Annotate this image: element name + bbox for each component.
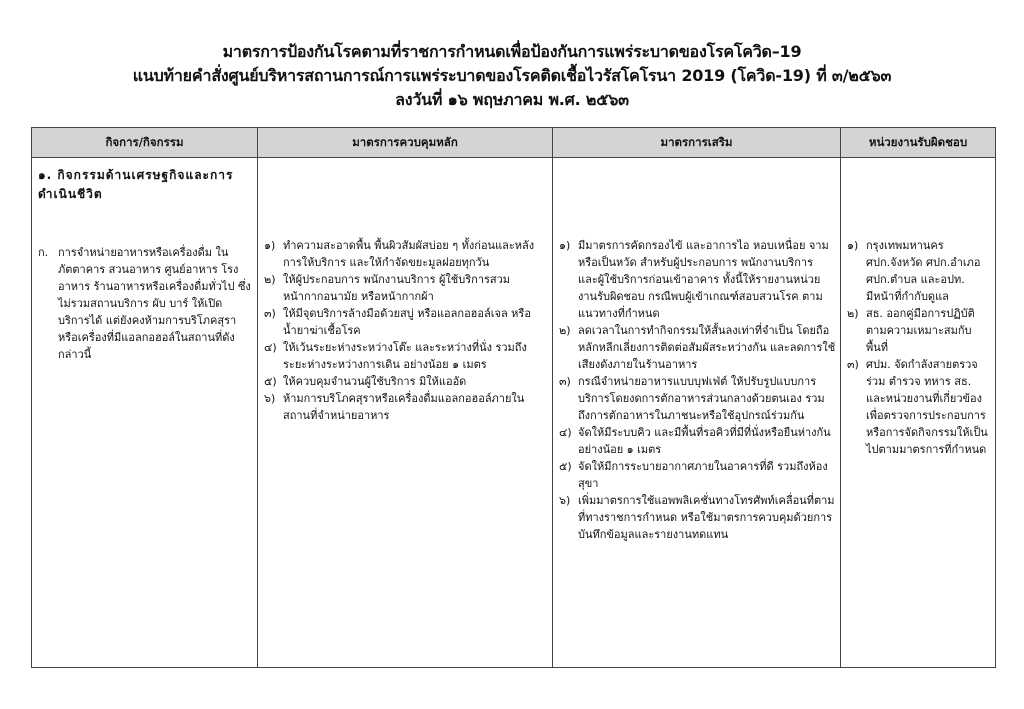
table-row (32, 158, 996, 668)
item-text: ให้เว้นระยะห่างระหว่างโต๊ะ และระหว่างที่นั่ง รวมถึงระยะห่างระหว่างการเดิน อย่างน้อย ๑ เมตร (283, 341, 527, 371)
title-line-1: มาตรการป้องกันโรคตามที่ราชการกำหนดเพื่อป้องกันการแพร่ระบาดของโรคโควิด–19 (222, 42, 802, 61)
activity-item-text: การจำหน่ายอาหารหรือเครื่องดื่ม ในภัตตาคาร สวนอาหาร ศูนย์อาหาร โรงอาหาร ร้านอาหารหรือเครื่องดื่มทั่วไป ซึ่งไม่รวมสถานบริการ ผับ บาร์ ให้เปิดบริการได้ แต่ยังคงห้ามการบริโภคสุราหรือเครื่องที่มีแอลกอฮอล์ในสถานที่ดังกล่าวนี้ (58, 246, 251, 361)
item-text: กรุงเทพมหานคร ศปก.จังหวัด ศปก.อำเภอ ศปก.ตำบล และอปท. มีหน้าที่กำกับดูแล (866, 239, 981, 303)
list-item (559, 373, 836, 424)
document-title (0, 40, 1024, 112)
measures-table (31, 127, 996, 668)
item-text: จัดให้มีการระบายอากาศภายในอาคารที่ดี รวมถึงห้องสุขา (578, 460, 828, 490)
header-activity: กิจการ/กิจกรรม (32, 128, 258, 158)
item-text: ให้มีจุดบริการล้างมือด้วยสบู่ หรือแอลกอฮอล์เจล หรือน้ำยาฆ่าเชื้อโรค (283, 307, 531, 337)
header-main-measures: มาตรการควบคุมหลัก (258, 128, 553, 158)
item-text: ห้ามการบริโภคสุราหรือเครื่องดื่มแอลกอฮอล์ภายในสถานที่จำหน่ายอาหาร (283, 392, 525, 422)
main-measures-cell (258, 158, 553, 668)
title-line-2: แนบท้ายคำสั่งศูนย์บริหารสถานการณ์การแพร่ระบาดของโรคติดเชื้อไวรัสโคโรนา 2019 (โควิด-19) ที่ ๓/๒๕๖๓ (132, 66, 892, 85)
item-text: กรณีจำหน่ายอาหารแบบบุฟเฟ่ต์ ให้ปรับรูปแบบการบริการโดยงดการตักอาหารส่วนกลางด้วยตนเอง รวมถึงการตักอาหารในภาชนะหรือใช้อุปกรณ์ร่วมกัน (578, 375, 825, 422)
main-measures-list (264, 237, 548, 424)
item-text: ลดเวลาในการทำกิจกรรมให้สั้นลงเท่าที่จำเป็น โดยถือหลักหลีกเลี่ยงการติดต่อสัมผัสระหว่างกัน และลดการใช้เสียงดังภายในร้านอาหาร (578, 324, 836, 371)
responsible-agency-list (847, 237, 991, 458)
list-item (847, 356, 991, 458)
list-item (847, 305, 991, 356)
item-marker: ๖) (264, 392, 276, 405)
list-item (264, 305, 548, 339)
item-marker: ๑) (264, 239, 276, 252)
table-header-row (32, 128, 996, 158)
item-marker: ๒) (847, 307, 859, 320)
responsible-agency-cell (841, 158, 996, 668)
list-item (559, 458, 836, 492)
item-text: เพิ่มมาตรการใช้แอพพลิเคชั่นทางโทรศัพท์เคลื่อนที่ตามที่ทางราชการกำหนด หรือใช้มาตรการควบคุมด้วยการบันทึกข้อมูลและรายงานทดแทน (578, 494, 835, 541)
item-text: มีมาตรการคัดกรองไข้ และอาการไอ หอบเหนื่อย จาม หรือเป็นหวัด สำหรับผู้ประกอบการ พนักงานบริการ และผู้ใช้บริการก่อนเข้าอาคาร ทั้งนี้ให้รายงานหน่วยงานรับผิดชอบ กรณีพบผู้เข้าเกณฑ์สอบสวนโรค ตามแนวทางที่กำหนด (578, 239, 829, 320)
list-item (559, 424, 836, 458)
list-item (264, 390, 548, 424)
item-marker: ๒) (559, 324, 571, 337)
item-marker: ๑) (559, 239, 571, 252)
header-responsible-agency: หน่วยงานรับผิดชอบ (841, 128, 996, 158)
header-supplementary-measures: มาตรการเสริม (553, 128, 841, 158)
item-marker: ๒) (264, 273, 276, 286)
item-marker: ๓) (847, 358, 859, 371)
item-marker: ๖) (559, 494, 571, 507)
item-text: ทำความสะอาดพื้น พื้นผิวสัมผัสบ่อย ๆ ทั้งก่อนและหลังการให้บริการ และให้กำจัดขยะมูลฝอยทุกวัน (283, 239, 535, 269)
item-text: ศปม. จัดกำลังสายตรวจร่วม ตำรวจ ทหาร สธ. และหน่วยงานที่เกี่ยวข้อง เพื่อตรวจการประกอบการหรือการจัดกิจกรรมให้เป็นไปตามมาตรการที่กำหนด (866, 358, 988, 456)
list-item (264, 237, 548, 271)
item-text: ให้ผู้ประกอบการ พนักงานบริการ ผู้ใช้บริการสวมหน้ากากอนามัย หรือหน้ากากผ้า (283, 273, 511, 303)
item-marker: ๕) (264, 375, 277, 388)
supplementary-measures-cell (553, 158, 841, 668)
category-title: กิจกรรมด้านเศรษฐกิจและการดำเนินชีวิต (38, 168, 234, 201)
activity-item-marker: ก. (38, 246, 49, 259)
item-text: ให้ควบคุมจำนวนผู้ใช้บริการ มิให้แออัด (283, 375, 467, 388)
list-item (559, 237, 836, 322)
item-text: จัดให้มีระบบคิว และมีพื้นที่รอคิวที่มีที่นั่งหรือยืนห่างกันอย่างน้อย ๑ เมตร (578, 426, 831, 456)
list-item (264, 373, 548, 390)
title-line-3: ลงวันที่ ๑๖ พฤษภาคม พ.ศ. ๒๕๖๓ (395, 90, 629, 109)
list-item (847, 237, 991, 305)
item-marker: ๔) (559, 426, 572, 439)
activity-cell (32, 158, 258, 668)
item-marker: ๓) (559, 375, 571, 388)
activity-item (38, 244, 253, 363)
item-marker: ๔) (264, 341, 277, 354)
item-marker: ๑) (847, 239, 859, 252)
item-marker: ๕) (559, 460, 572, 473)
list-item (264, 339, 548, 373)
list-item (264, 271, 548, 305)
list-item (559, 322, 836, 373)
category-heading (38, 166, 253, 204)
category-number: ๑. (38, 168, 53, 182)
supplementary-measures-list (559, 237, 836, 543)
item-marker: ๓) (264, 307, 276, 320)
list-item (559, 492, 836, 543)
item-text: สธ. ออกคู่มือการปฏิบัติตามความเหมาะสมกับพื้นที่ (866, 307, 975, 354)
